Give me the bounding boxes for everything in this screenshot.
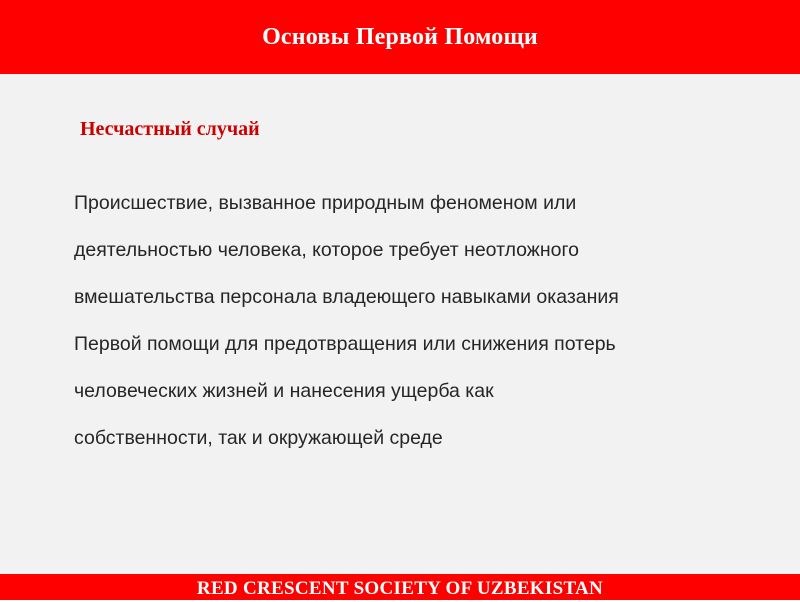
definition-line: собственности, так и окружающей среде — [74, 427, 443, 449]
definition-line: Происшествие, вызванное природным феноменом или — [74, 192, 577, 214]
definition-line: Первой помощи для предотвращения или снижения потерь — [74, 333, 616, 355]
definition-text — [74, 180, 764, 462]
organization-name: RED CRESCENT SOCIETY OF UZBEKISTAN — [196, 578, 604, 599]
footer-band — [0, 574, 800, 600]
header-band — [0, 0, 800, 74]
slide-title: Основы Первой Помощи — [262, 23, 538, 50]
section-heading: Несчастный случай — [80, 118, 260, 140]
definition-line: деятельностью человека, которое требует неотложного — [74, 239, 579, 261]
definition-line: вмешательства персонала владеющего навыками оказания — [74, 286, 619, 308]
definition-line: человеческих жизней и нанесения ущерба как — [74, 380, 494, 402]
